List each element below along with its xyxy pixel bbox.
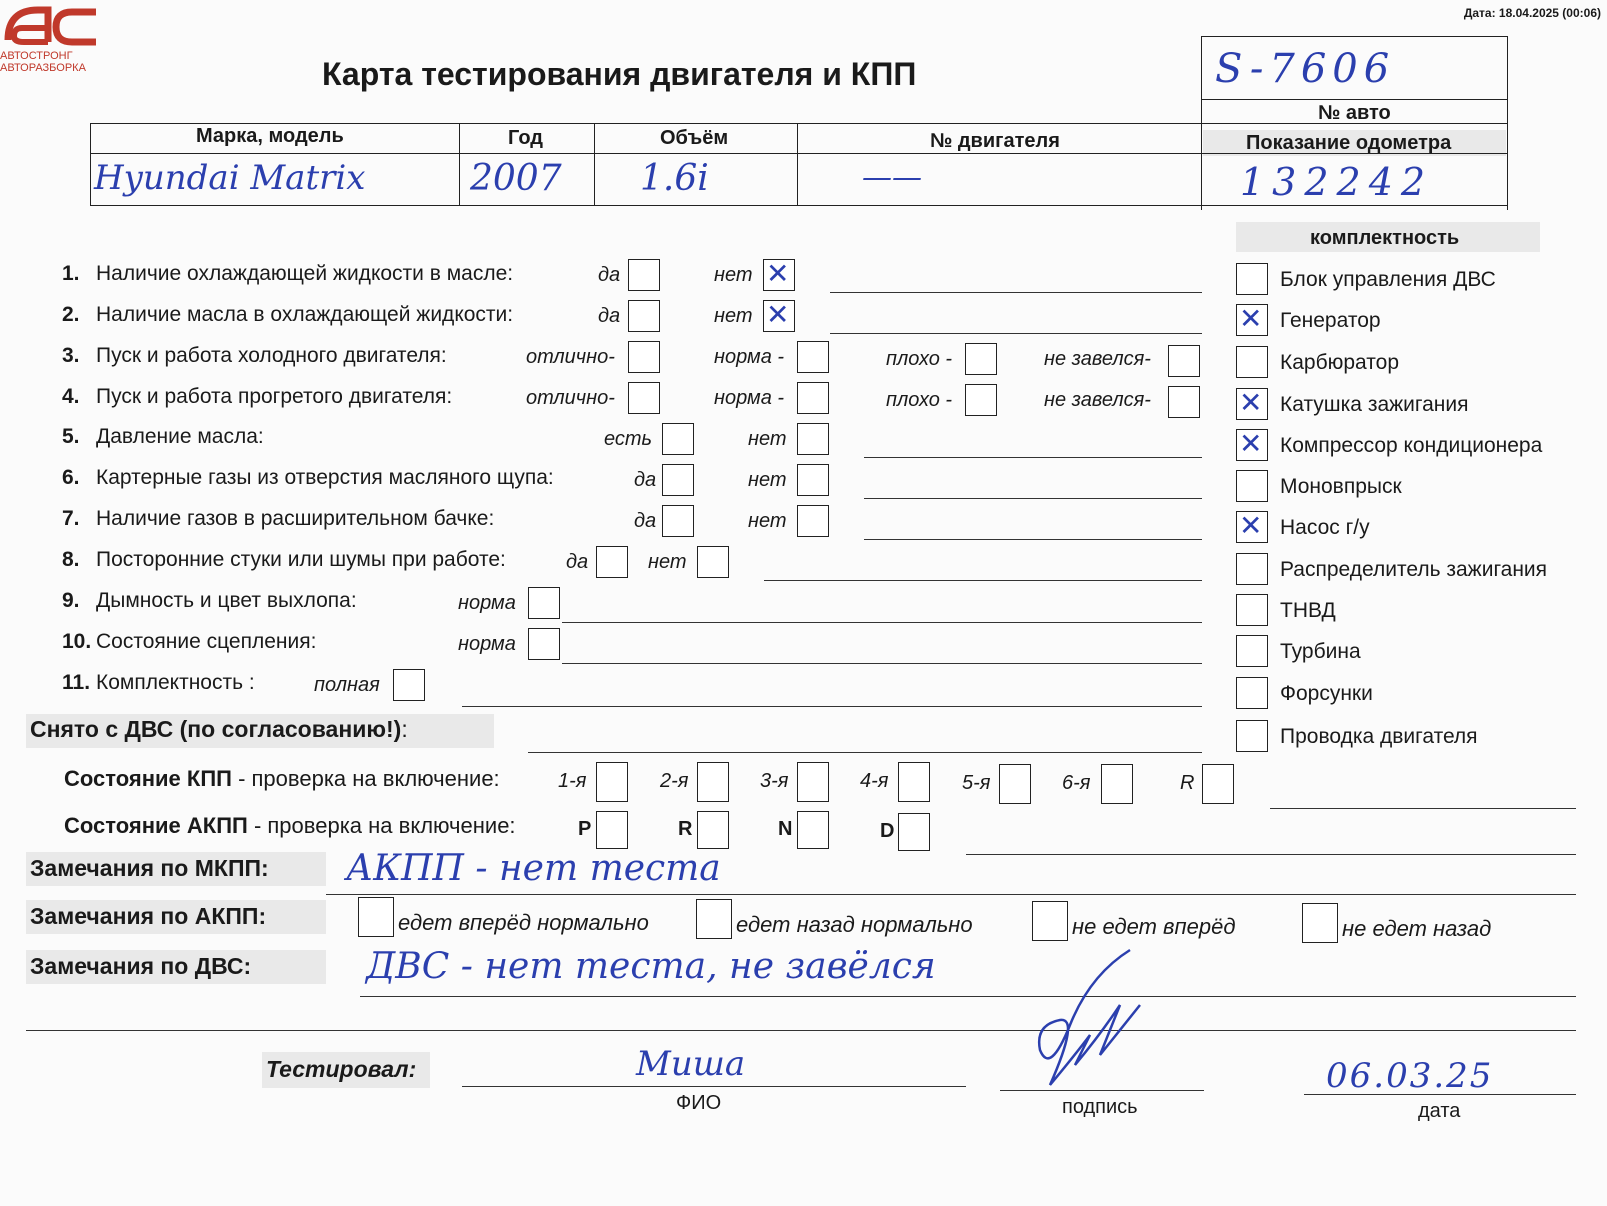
q3-normal-checkbox[interactable]	[797, 341, 829, 373]
company-logo	[0, 0, 100, 50]
q2-yes-checkbox[interactable]	[628, 300, 660, 332]
kit-checkbox[interactable]	[1236, 304, 1268, 336]
q3-excellent-checkbox[interactable]	[628, 341, 660, 373]
q8-yes-checkbox[interactable]	[596, 546, 628, 578]
kit-checkbox[interactable]	[1236, 346, 1268, 378]
kit-checkbox[interactable]	[1236, 720, 1268, 752]
check-mark-icon: ✕	[766, 257, 790, 290]
akpp-remarks-label: Замечания по АКПП:	[30, 903, 267, 929]
q3-bad-checkbox[interactable]	[965, 343, 997, 375]
engine-remarks-value: ДВС - нет теста, не завёлся	[366, 946, 936, 987]
tested-by-label: Тестировал:	[266, 1056, 417, 1082]
q4-normal-checkbox[interactable]	[797, 382, 829, 414]
akpp-label: Состояние АКПП - проверка на включение:	[64, 813, 516, 838]
question-label: Пуск и работа холодного двигателя:	[96, 344, 447, 367]
name-caption: ФИО	[676, 1092, 722, 1114]
kit-item-label: Блок управления ДВС	[1280, 268, 1496, 291]
kpp-gear-checkbox[interactable]	[596, 762, 628, 802]
kit-checkbox[interactable]	[1236, 263, 1268, 295]
check-mark-icon: ✕	[766, 298, 790, 331]
kit-item-label: Катушка зажигания	[1280, 393, 1469, 416]
q1-yes-checkbox[interactable]	[628, 259, 660, 291]
kit-checkbox[interactable]	[1236, 511, 1268, 543]
q10-normal-checkbox[interactable]	[528, 628, 560, 660]
question-label: Посторонние стуки или шумы при работе:	[96, 548, 506, 571]
q5-no-checkbox[interactable]	[797, 423, 829, 455]
engine-remarks-label: Замечания по ДВС:	[30, 953, 252, 979]
signature-caption: подпись	[1062, 1096, 1138, 1118]
kit-item-label: ТНВД	[1280, 599, 1336, 622]
kit-checkbox[interactable]	[1236, 470, 1268, 502]
akpp-gear-checkbox[interactable]	[697, 811, 729, 849]
engine-number-value: ——	[862, 160, 922, 195]
kit-item-label: Турбина	[1280, 640, 1361, 663]
date-value: 06.03.25	[1326, 1056, 1494, 1096]
question-label: Наличие охлаждающей жидкости в масле:	[96, 262, 514, 285]
q4-excellent-checkbox[interactable]	[628, 382, 660, 414]
question-label: Давление масла:	[96, 425, 264, 448]
check-mark-icon: ✕	[1239, 302, 1263, 335]
kit-item-label: Проводка двигателя	[1280, 725, 1478, 748]
q2-no-checkbox[interactable]	[763, 300, 795, 332]
q7-yes-checkbox[interactable]	[662, 505, 694, 537]
q4-bad-checkbox[interactable]	[965, 384, 997, 416]
kit-item-label: Насос г/у	[1280, 516, 1370, 539]
q6-yes-checkbox[interactable]	[662, 464, 694, 496]
kit-checkbox[interactable]	[1236, 429, 1268, 461]
print-date-stamp: Дата: 18.04.2025 (00:06)	[1463, 6, 1601, 20]
kpp-gear-checkbox[interactable]	[898, 762, 930, 802]
signature-image	[1030, 945, 1150, 1095]
check-mark-icon: ✕	[1239, 386, 1263, 419]
q9-normal-checkbox[interactable]	[528, 587, 560, 619]
kit-item-label: Карбюратор	[1280, 351, 1400, 374]
car-number-label: № авто	[1318, 102, 1391, 124]
question-label: Картерные газы из отверстия масляного щупа:	[96, 466, 554, 489]
kit-item-label: Распределитель зажигания	[1280, 558, 1548, 581]
akpp-forward-ok-checkbox[interactable]	[358, 897, 394, 937]
kpp-gear-checkbox[interactable]	[999, 764, 1031, 804]
question-label: Дымность и цвет выхлопа:	[96, 589, 357, 612]
akpp-backward-ok-checkbox[interactable]	[696, 899, 732, 939]
q3-not-started-checkbox[interactable]	[1168, 345, 1200, 377]
removed-from-engine-label: Снято с ДВС (по согласованию!):	[30, 716, 408, 742]
logo-name: АВТОСТРОНГ	[0, 50, 73, 62]
odometer-value: 132242	[1240, 160, 1434, 204]
check-mark-icon: ✕	[1239, 509, 1263, 542]
year-header: Год	[508, 127, 543, 149]
make-model-header: Марка, модель	[196, 125, 344, 147]
kpp-gear-checkbox[interactable]	[1202, 764, 1234, 804]
kit-item-label: Генератор	[1280, 309, 1381, 332]
make-model-value: Hyundai Matrix	[94, 158, 366, 198]
engine-number-header: № двигателя	[930, 130, 1060, 152]
kpp-label: Состояние КПП - проверка на включение:	[64, 766, 500, 791]
car-number-value: S-7606	[1215, 46, 1396, 92]
akpp-no-forward-checkbox[interactable]	[1032, 901, 1068, 941]
question-label: Пуск и работа прогретого двигателя:	[96, 385, 453, 408]
kpp-gear-checkbox[interactable]	[697, 762, 729, 802]
kit-checkbox[interactable]	[1236, 553, 1268, 585]
q11-full-checkbox[interactable]	[393, 669, 425, 701]
kit-checkbox[interactable]	[1236, 388, 1268, 420]
q7-no-checkbox[interactable]	[797, 505, 829, 537]
volume-value: 1.6i	[640, 158, 709, 199]
question-label: Комплектность :	[96, 671, 255, 694]
question-label: Наличие газов в расширительном бачке:	[96, 507, 495, 530]
question-label: Состояние сцепления:	[96, 630, 317, 653]
year-value: 2007	[470, 158, 562, 199]
akpp-gear-checkbox[interactable]	[797, 811, 829, 849]
q8-no-checkbox[interactable]	[697, 546, 729, 578]
q1-no-checkbox[interactable]	[763, 259, 795, 291]
odometer-header: Показание одометра	[1246, 132, 1452, 154]
mkpp-remarks-value: АКПП - нет теста	[346, 848, 721, 889]
akpp-gear-checkbox[interactable]	[898, 813, 930, 851]
check-mark-icon: ✕	[1239, 427, 1263, 460]
question-label: Наличие масла в охлаждающей жидкости:	[96, 303, 514, 326]
kpp-gear-checkbox[interactable]	[797, 762, 829, 802]
kit-checkbox[interactable]	[1236, 594, 1268, 626]
kpp-gear-checkbox[interactable]	[1101, 764, 1133, 804]
q6-no-checkbox[interactable]	[797, 464, 829, 496]
kit-checkbox[interactable]	[1236, 677, 1268, 709]
kit-item-label: Форсунки	[1280, 682, 1373, 705]
akpp-no-backward-checkbox[interactable]	[1302, 903, 1338, 943]
kit-item-label: Моновпрыск	[1280, 475, 1402, 498]
kit-item-label: Компрессор кондиционера	[1280, 434, 1543, 457]
mkpp-remarks-label: Замечания по МКПП:	[30, 855, 269, 881]
volume-header: Объём	[660, 127, 729, 149]
q5-yes-checkbox[interactable]	[662, 423, 694, 455]
q4-not-started-checkbox[interactable]	[1168, 386, 1200, 418]
logo-subtitle: АВТОРАЗБОРКА	[0, 62, 86, 74]
akpp-gear-checkbox[interactable]	[596, 811, 628, 849]
date-caption: дата	[1418, 1100, 1461, 1122]
kit-title: комплектность	[1310, 227, 1460, 249]
logo-text	[0, 50, 86, 74]
kit-checkbox[interactable]	[1236, 635, 1268, 667]
tester-name-value: Миша	[636, 1044, 746, 1084]
page-title: Карта тестирования двигателя и КПП	[322, 56, 917, 92]
